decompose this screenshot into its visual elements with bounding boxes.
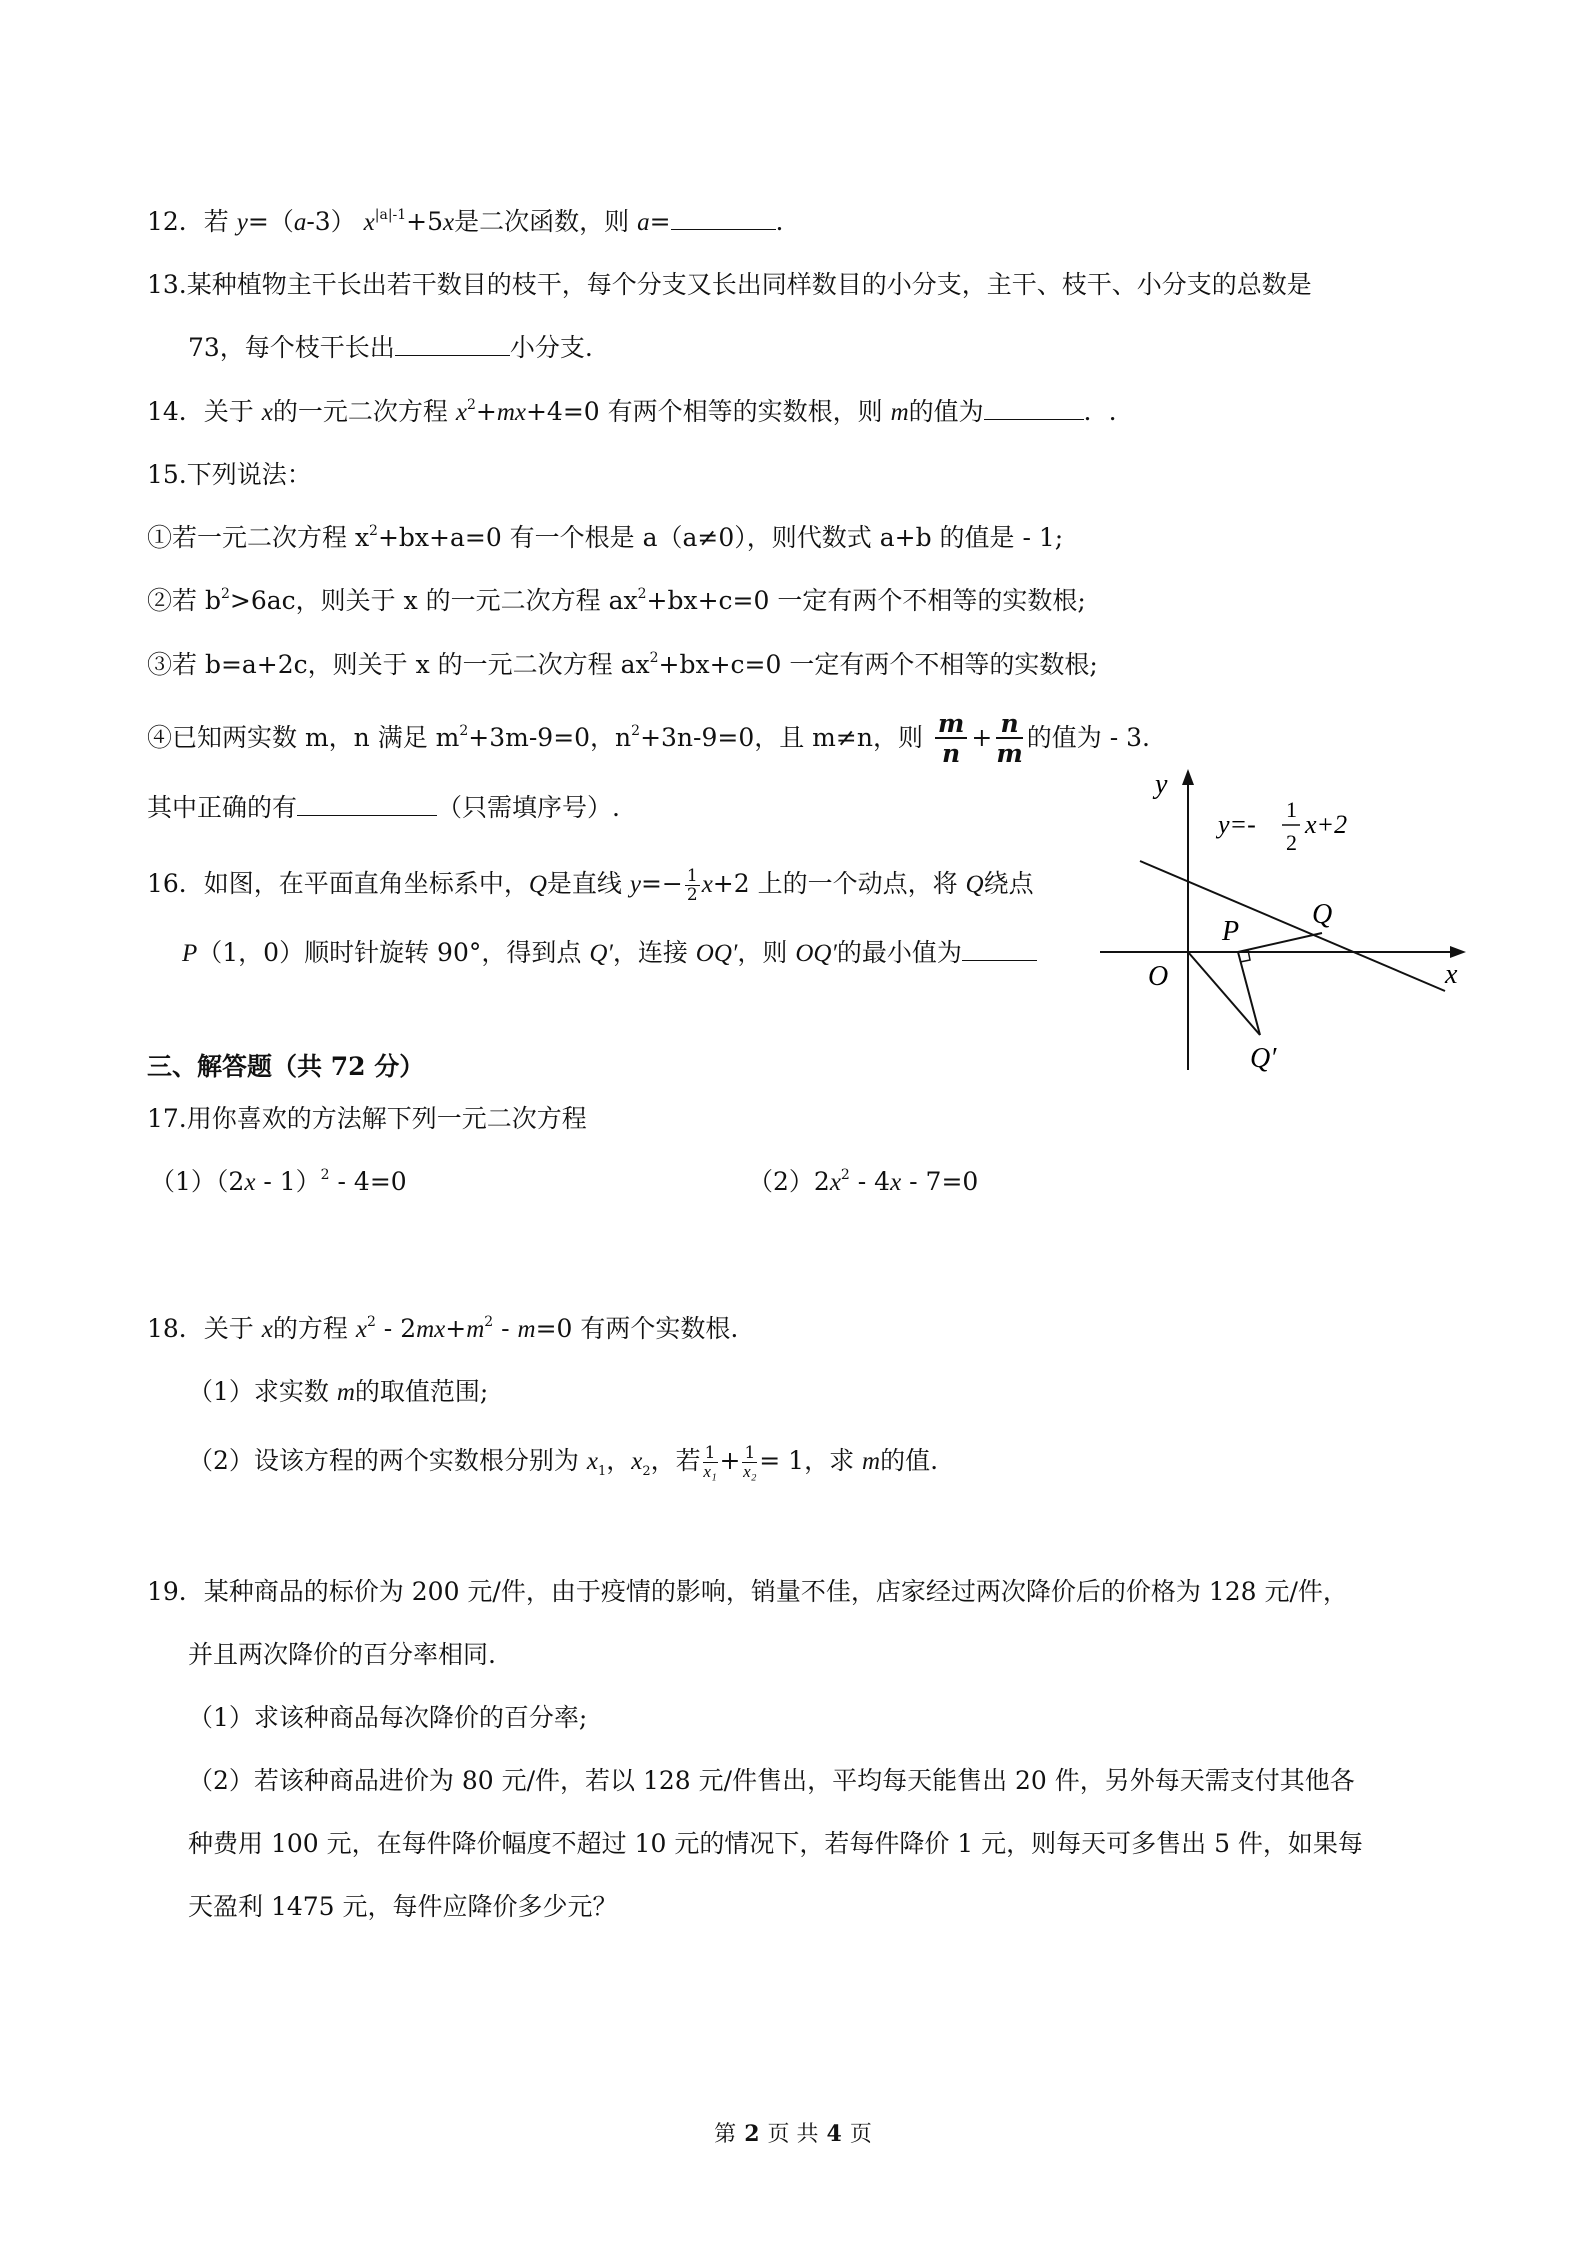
line-equation-numerator: 1	[1286, 797, 1297, 822]
question-12: 12．若 y=（a-3） $x^{|a|-1}+5x$是二次函数，则 a= .	[147, 207, 784, 236]
statement-4: ④已知两实数 m，n 满足 $m^2+3m-9=0$，$n^2+3n-9=0$，且 m≠n，则 $\frac{m}{n}$ + $\frac{n}{m}$ 的值为 - 3.	[147, 708, 1150, 768]
page-total: 4	[826, 2121, 842, 2147]
question-16-line2: P（1，0）顺时针旋转 90°，得到点 Q′，连接 OQ′，则 OQ′的最小值为	[182, 936, 1037, 971]
question-16-line1: 16．如图，在平面直角坐标系中，Q是直线 y=− $\frac{1}{2}$ x+2 上的一个动点，将 Q绕点	[147, 866, 1034, 905]
page-number: 2	[744, 2121, 760, 2147]
question-13-line2: 73，每个枝干长出 小分支.	[188, 333, 593, 362]
point-q-label: Q	[1312, 899, 1333, 930]
question-18: 18．关于 x的方程 $x^2 - 2mx+m^2 - m=0$ 有两个实数根.	[147, 1314, 739, 1343]
question-15-answer: 其中正确的有 （只需填序号）.	[147, 793, 620, 822]
answer-blank[interactable]	[962, 940, 1037, 961]
origin-label: O	[1148, 961, 1169, 992]
statement-3: ③若 b=a+2c，则关于 x 的一元二次方程 $ax^2+bx+c=0$ 一定有两个不相等的实数根;	[147, 650, 1098, 679]
answer-blank[interactable]	[984, 399, 1084, 420]
section-heading: 三、解答题（共 72 分）	[147, 1052, 425, 1081]
question-17-part2: $(2)2x^2 - 4x - 7=0$	[748, 1167, 979, 1196]
fraction-one-half: $\frac{1}{2}$	[686, 866, 698, 905]
y-axis-label: y	[1155, 769, 1168, 800]
coordinate-figure	[1100, 765, 1480, 1075]
question-19-part2-line3: 天盈利 1475 元，每件应降价多少元？	[188, 1892, 618, 1921]
question-14: 14．关于 x的一元二次方程 $x^2+mx+4=0$ 有两个相等的实数根，则 m的值为 ．.	[147, 397, 1117, 426]
answer-blank[interactable]	[395, 335, 510, 356]
question-19-line2: 并且两次降价的百分率相同.	[188, 1640, 496, 1669]
point-p-label: P	[1222, 916, 1240, 947]
fraction-n-over-m: $\frac{n}{m}$	[996, 708, 1023, 768]
question-19-part2-line2: 种费用 100 元，在每件降价幅度不超过 10 元的情况下，若每件降价 1 元，则每天可多售出 5 件，如果每	[188, 1829, 1363, 1858]
question-18-part1: （1）求实数 m的取值范围;	[188, 1377, 489, 1406]
question-19-part1: （1）求该种商品每次降价的百分率;	[188, 1703, 588, 1732]
question-18-part2: （2）设该方程的两个实数根分别为 $x_1$，$x_2$，若 $\frac{1}{\text{x₁}}$ + $\frac{1}{\text{x₂}}$ = 1，求 m的值.	[188, 1443, 939, 1481]
point-q-prime-label: Q′	[1250, 1043, 1277, 1074]
question-13-line1: 13.某种植物主干长出若干数目的枝干，每个分支又长出同样数目的小分支，主干、枝干、小分支的总数是	[147, 270, 1312, 299]
fraction-one-over-x1: $\frac{1}{\text{x₁}}$	[703, 1443, 717, 1481]
question-17-title: 17.用你喜欢的方法解下列一元二次方程	[147, 1104, 587, 1133]
fraction-m-over-n: $\frac{m}{n}$	[935, 711, 967, 769]
line-equation-denominator: 2	[1286, 830, 1297, 855]
question-15-title: 15.下列说法：	[147, 460, 312, 489]
x-axis-label: x	[1445, 959, 1458, 990]
line-equation-prefix: y=-	[1218, 810, 1256, 839]
answer-blank[interactable]	[671, 209, 776, 230]
answer-blank[interactable]	[297, 795, 437, 816]
line-equation-suffix: x+2	[1305, 810, 1348, 839]
statement-2: ②若 $b^2>6ac$，则关于 x 的一元二次方程 $ax^2+bx+c=0$ 一定有两个不相等的实数根;	[147, 586, 1086, 615]
question-19-part2-line1: （2）若该种商品进价为 80 元/件，若以 128 元/件售出，平均每天能售出 20 件，另外每天需支付其他各	[188, 1766, 1355, 1795]
question-17-part1: （1）（2x - 1）$^2$ - 4=0	[150, 1167, 407, 1196]
statement-1: ①若一元二次方程 $x^2+bx+a=0$ 有一个根是 a（a≠0），则代数式 a+b 的值是 - 1;	[147, 523, 1064, 552]
page-footer: 第 2 页 共 4 页	[714, 2121, 872, 2147]
question-19-line1: 19．某种商品的标价为 200 元/件，由于疫情的影响，销量不佳，店家经过两次降价后的价格为 128 元/件，	[147, 1577, 1348, 1606]
fraction-one-over-x2: $\frac{1}{\text{x₂}}$	[743, 1443, 757, 1481]
